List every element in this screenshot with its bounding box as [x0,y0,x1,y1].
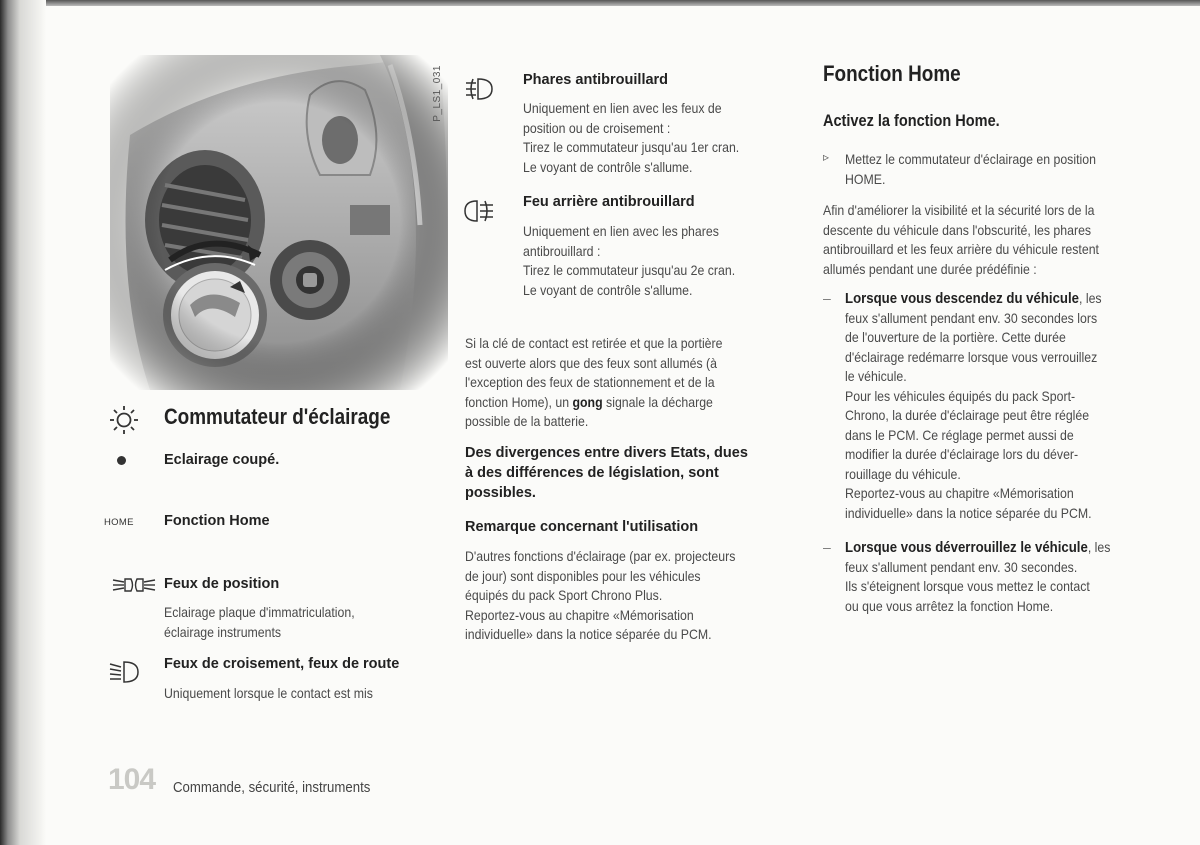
fog-rear-title: Feu arrière antibrouillard [523,194,695,210]
usage-remark-title: Remarque concernant l'utilisation [465,519,699,535]
front-fog-light-icon [464,75,494,103]
page-number: 104 [108,763,156,796]
item-lights-off: Eclairage coupé. [164,452,280,468]
usage-remark-text: D'autres fonctions d'éclairage (par ex. projecteurs de jour) sont disponibles pour les véhicules équipés du pack Sport Chrono Plus. Reportez-vous au chapitre «Mémorisation individuelle» dans la notice séparée du PCM. [465,548,736,642]
gong-keyword: gong [572,393,603,410]
dash-marker: – [823,290,831,306]
fog-rear-text: Uniquement en lien avec les phares antibrouillard : Tirez le commutateur jusqu'au 2e cran. Le voyant de contrôle s'allume. [523,223,736,298]
low-high-beam-text: Uniquement lorsque le contact est mis [164,685,373,701]
parking-lights-text: Eclairage plaque d'immatriculation, éclairage instruments [164,604,355,640]
bullet-unlock-vehicle: – Lorsque vous déverrouillez le véhicule, les feux s'allument pendant env. 30 secondes. Ils s'éteignent lorsque vous mettez le contact ou que vous arrêtez la fonction Home. [823,539,1111,614]
fog-front-title: Phares antibrouillard [523,72,669,88]
parking-lights-icon [112,572,156,598]
footer-section-title: Commande, sécurité, instruments [173,779,371,796]
fog-front-text: Uniquement en lien avec les feux de position ou de croisement : Tirez le commutateur jusqu'au 1er cran. Le voyant de contrôle s'allume. [523,100,740,175]
activate-step-text: Mettez le commutateur d'éclairage en position HOME. [845,151,1096,187]
figure-reference-code: P_LS1_031 [432,65,443,122]
item-home-function: Fonction Home [164,513,270,529]
home-intro-text: Afin d'améliorer la visibilité et la sécurité lors de la descente du véhicule dans l'obscurité, les phares antibrouillard et les feux arrière du véhicule restent allumés pendant une durée prédéfinie : [823,202,1099,277]
battery-warning-paragraph: Si la clé de contact est retirée et que la portière est ouverte alors que des feux sont allumés (à l'exception des feux de stationnement et de la fonction Home), un gong signale la décharge possible de la batterie. [465,335,723,429]
book-spine-shadow [0,0,46,845]
step-arrow-icon: ▹ [823,150,830,164]
item-parking-lights: Feux de position [164,576,280,592]
bullet-exit-vehicle: – Lorsque vous descendez du véhicule, les feux s'allument pendant env. 30 secondes lors de l'ouverture de la portière. Cette durée d'éclairage redémarre lorsque vous verrouillez le véhicule. Pour les véhicules équipés du pack Sport- Chrono, la durée d'éclairage peut être réglée dans le PCM. Ce réglage permet aussi de modifier la durée d'éclairage lors du déver- rouillage du véhicule. Reportez-vous au chapitre «Mémorisation individuelle» dans la notice séparée du PCM. [823,290,1102,521]
light-switch-icon [108,404,140,436]
section-title-light-switch: Commutateur d'éclairage [164,404,391,429]
activate-home-subtitle: Activez la fonction Home. [823,112,1000,130]
item-low-high-beam: Feux de croisement, feux de route [164,656,400,672]
bullet-icon [117,456,126,465]
home-function-title: Fonction Home [823,61,961,86]
legislation-note: Des divergences entre divers Etats, dues à des différences de législation, sont possibles. [465,445,748,501]
rear-fog-light-icon [463,197,495,225]
light-switch-illustration [110,55,448,390]
home-icon: HOME [104,517,134,528]
page-top-edge [0,0,1200,6]
low-high-beam-icon [108,658,140,686]
dash-marker: – [823,539,831,555]
